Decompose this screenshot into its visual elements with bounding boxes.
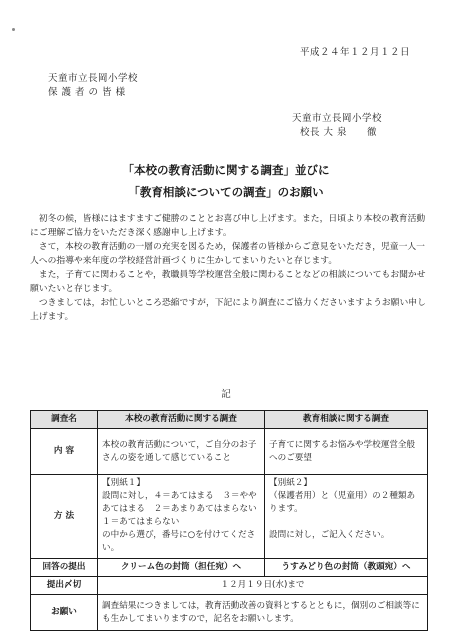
body-paragraph-4: つきましては，お忙しいところ恐縮ですが，下記により調査にご協力くださいますようお願い申し上げます。: [30, 298, 426, 322]
header-survey-1: 本校の教育活動に関する調査: [98, 411, 265, 429]
addressee-school: 天童市立長岡小学校: [48, 73, 139, 84]
method-survey-2: [265, 475, 428, 559]
sender-school: 天童市立長岡小学校: [292, 113, 383, 124]
label-request: お願い: [31, 595, 98, 631]
document-date: 平成２４年１２月１２日: [300, 47, 411, 58]
scan-punch-mark: [12, 28, 15, 31]
content-survey-2: 子育てに関するお悩みや学校運営全般へのご要望: [265, 429, 428, 475]
body-paragraph-2: さて，本校の教育活動の一層の充実を図るため，保護者の皆様からご意見をいただき，児童一人一人への指導や来年度の学校経営計画づくりに生かしてまいりたいと存じます。: [30, 242, 425, 266]
body-text: [30, 212, 430, 324]
method-survey-2-tag: 【別紙２】: [269, 478, 312, 488]
label-submission: 回答の提出: [31, 559, 98, 577]
submission-survey-2: うすみどり色の封筒（教頭宛）へ: [265, 559, 428, 577]
table-row-content: [31, 429, 428, 475]
table-row-request: [31, 595, 428, 631]
method-survey-1-text: 設問に対し，４＝あてはまる ３＝ややあてはまる ２＝あまりあてはまらない １＝あてはまらない の中から選び，番号に○を付けてください。: [102, 491, 257, 553]
label-deadline: 提出〆切: [31, 577, 98, 595]
title-line-1: 「本校の教育活動に関する調査」並びに: [122, 163, 330, 177]
label-content: 内 容: [31, 429, 98, 475]
request-value: 調査結果につきましては，教育活動改善の資料とするとともに，個別のご相談等にも生かしてまいりますので，記名をお願いします。: [98, 595, 428, 631]
addressee-guardians: 保 護 者 の 皆 様: [48, 87, 126, 98]
table-row-submission: [31, 559, 428, 577]
table-row-method: [31, 475, 428, 559]
header-survey-2: 教育相談に関する調査: [265, 411, 428, 429]
table-row-deadline: [31, 577, 428, 595]
method-survey-1: [98, 475, 265, 559]
title-line-2: 「教育相談についての調査」のお願い: [128, 185, 324, 199]
method-survey-1-tag: 【別紙１】: [102, 478, 145, 488]
deadline-value: １２月１９日(水)まで: [98, 577, 428, 595]
ki-heading: 記: [221, 389, 231, 400]
content-survey-1: 本校の教育活動について，ご自分のお子さんの姿を通して感じていること: [98, 429, 265, 475]
table-header-row: [31, 411, 428, 429]
body-paragraph-1: 初冬の候，皆様にはますますご健勝のこととお喜び申し上げます。また，日頃より本校の教育活動にご理解ご協力をいただき深く感謝申し上げます。: [30, 214, 426, 238]
label-method: 方 法: [31, 475, 98, 559]
survey-table: [30, 410, 428, 631]
sender-principal: 校長 大 泉 徹: [300, 127, 378, 138]
body-paragraph-3: また，子育てに関わることや，教職員等学校運営全般に関わることなどの相談についてもお聞かせ願いたいと存じます。: [30, 270, 426, 294]
method-survey-2-text: （保護者用）と（児童用）の２種類あります。 設問に対し，ご記入ください。: [269, 491, 416, 540]
submission-survey-1: クリーム色の封筒（担任宛）へ: [98, 559, 265, 577]
header-survey-name: 調査名: [31, 411, 98, 429]
